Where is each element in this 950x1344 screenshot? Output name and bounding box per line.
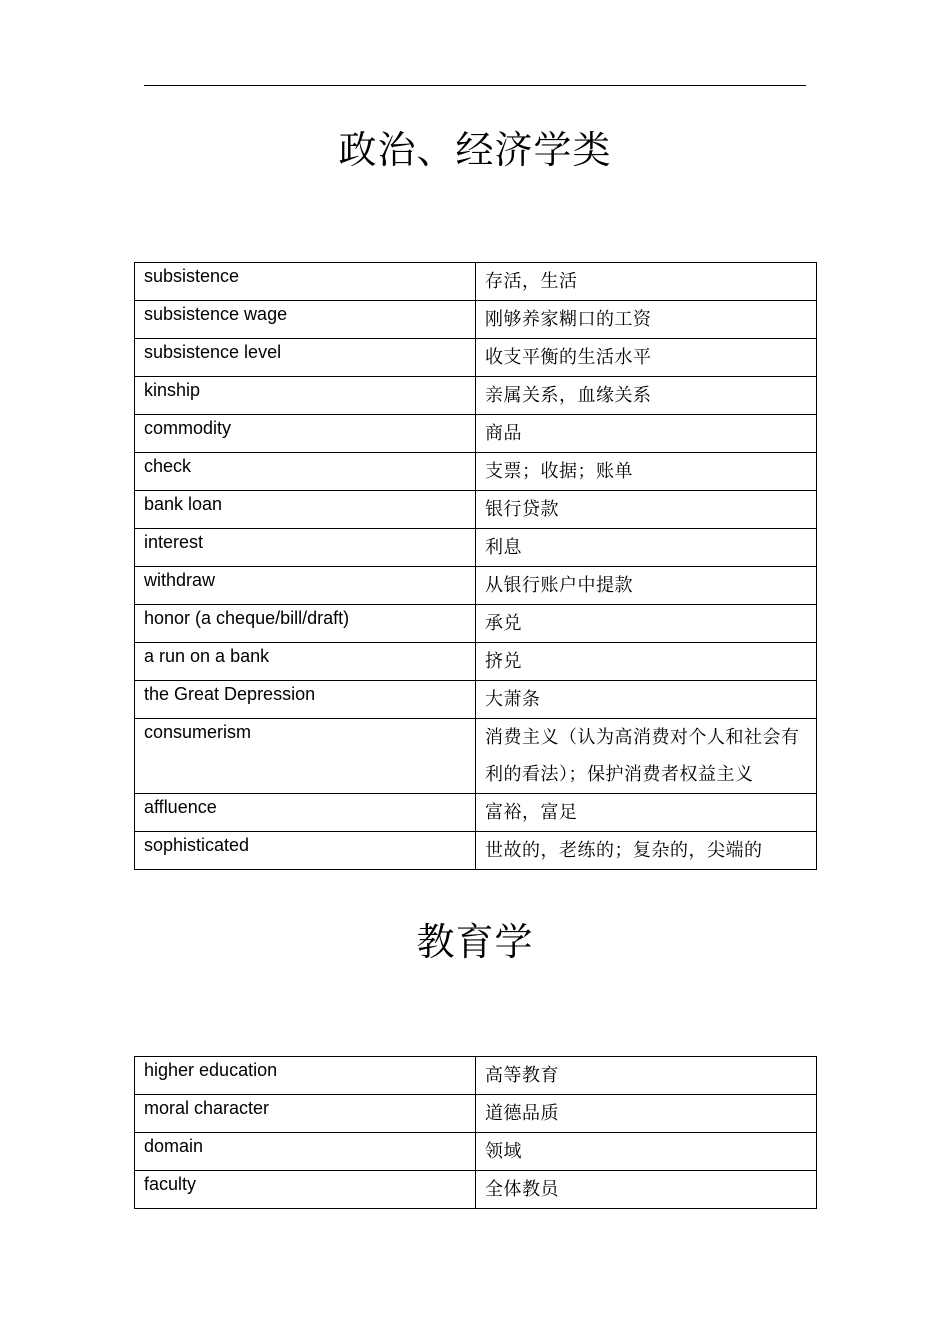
term-en: kinship bbox=[135, 377, 476, 415]
term-en: sophisticated bbox=[135, 832, 476, 870]
term-zh: 从银行账户中提款 bbox=[476, 567, 817, 605]
term-zh: 领域 bbox=[476, 1133, 817, 1171]
table-row bbox=[135, 377, 817, 415]
term-zh: 道德品质 bbox=[476, 1095, 817, 1133]
table-row bbox=[135, 1171, 817, 1209]
term-zh: 收支平衡的生活水平 bbox=[476, 339, 817, 377]
term-zh: 高等教育 bbox=[476, 1057, 817, 1095]
term-en: domain bbox=[135, 1133, 476, 1171]
table-row bbox=[135, 529, 817, 567]
term-zh: 支票；收据；账单 bbox=[476, 453, 817, 491]
term-zh: 富裕，富足 bbox=[476, 794, 817, 832]
term-zh: 大萧条 bbox=[476, 681, 817, 719]
term-en: subsistence wage bbox=[135, 301, 476, 339]
vocab-table-politics-economics bbox=[134, 262, 817, 870]
term-zh: 存活，生活 bbox=[476, 263, 817, 301]
table-row bbox=[135, 832, 817, 870]
term-en: bank loan bbox=[135, 491, 476, 529]
table-row bbox=[135, 339, 817, 377]
table-row bbox=[135, 681, 817, 719]
term-en: the Great Depression bbox=[135, 681, 476, 719]
section-title-education: 教育学 bbox=[416, 920, 534, 964]
term-zh: 全体教员 bbox=[476, 1171, 817, 1209]
term-en: moral character bbox=[135, 1095, 476, 1133]
term-en: consumerism bbox=[135, 719, 476, 794]
table-row bbox=[135, 491, 817, 529]
term-zh: 亲属关系，血缘关系 bbox=[476, 377, 817, 415]
table-row bbox=[135, 263, 817, 301]
term-en: honor (a cheque/bill/draft) bbox=[135, 605, 476, 643]
table-row bbox=[135, 567, 817, 605]
table-row bbox=[135, 415, 817, 453]
term-zh: 利息 bbox=[476, 529, 817, 567]
term-en: withdraw bbox=[135, 567, 476, 605]
table-row bbox=[135, 1095, 817, 1133]
term-en: interest bbox=[135, 529, 476, 567]
term-zh: 刚够养家糊口的工资 bbox=[476, 301, 817, 339]
table-row bbox=[135, 453, 817, 491]
term-zh: 银行贷款 bbox=[476, 491, 817, 529]
section-title-politics-economics: 政治、经济学类 bbox=[338, 128, 612, 172]
term-en: faculty bbox=[135, 1171, 476, 1209]
table-row bbox=[135, 719, 817, 794]
table-row bbox=[135, 1133, 817, 1171]
term-zh: 承兑 bbox=[476, 605, 817, 643]
term-en: affluence bbox=[135, 794, 476, 832]
table-row bbox=[135, 643, 817, 681]
table-row bbox=[135, 1057, 817, 1095]
term-zh: 世故的，老练的；复杂的，尖端的 bbox=[476, 832, 817, 870]
vocab-table-education bbox=[134, 1056, 817, 1209]
term-en: subsistence level bbox=[135, 339, 476, 377]
table-row bbox=[135, 794, 817, 832]
term-en: check bbox=[135, 453, 476, 491]
term-zh: 挤兑 bbox=[476, 643, 817, 681]
term-en: higher education bbox=[135, 1057, 476, 1095]
table-row bbox=[135, 605, 817, 643]
term-en: a run on a bank bbox=[135, 643, 476, 681]
term-en: subsistence bbox=[135, 263, 476, 301]
table-row bbox=[135, 301, 817, 339]
term-zh: 商品 bbox=[476, 415, 817, 453]
term-en: commodity bbox=[135, 415, 476, 453]
term-zh: 消费主义（认为高消费对个人和社会有利的看法）；保护消费者权益主义 bbox=[476, 719, 817, 794]
header-rule bbox=[144, 85, 806, 86]
